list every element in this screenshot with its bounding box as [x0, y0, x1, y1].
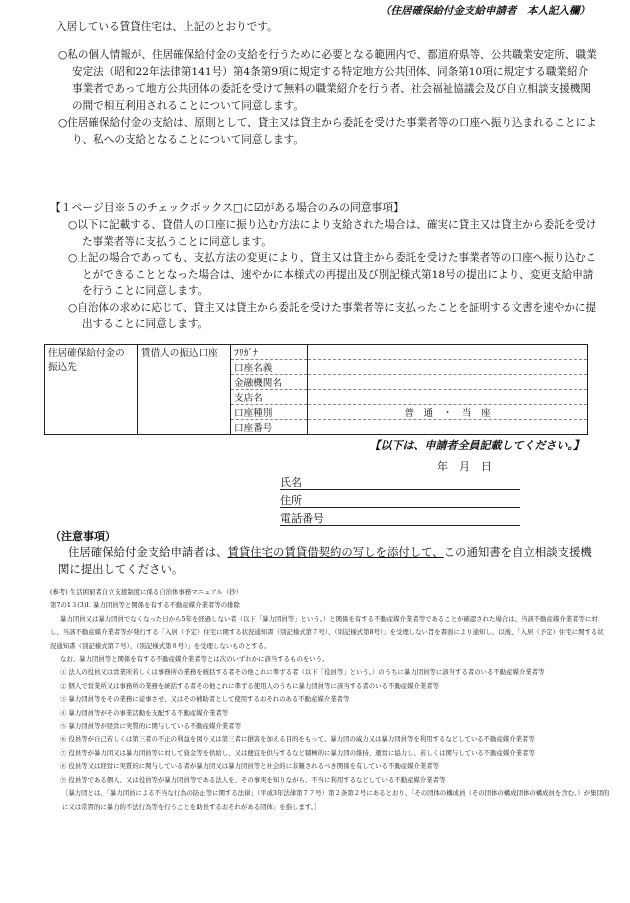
address-field[interactable] — [280, 492, 520, 508]
row-label-account-type: 口座種別 — [231, 405, 308, 420]
checkbox-consent-item: ○自治体の求めに応じて、貸主又は貸主から委託を受けた事業者等に支払ったことを証明する文書を速やかに提出することに同意します。 — [68, 301, 597, 330]
reference-item: ① 法人の役員又は営業所若しくは事務所の業務を統括する者その他これに準ずる者（以下「役員等」という。）のうちに暴力団員等に該当する者のいる不動産媒介業者等 — [60, 668, 545, 677]
checkbox-consent-item: ○以下に記載する、貸借人の口座に振り込む方法により支給された場合は、確実に貸主又は貸主から委託を受けた事業者等に支払うことに同意します。 — [68, 219, 597, 248]
caution-text: 住居確保給付金支給申請者は、賃貸住宅の賃貸借契約の写しを添付して、この通知書を自立相談支援機関に提出してください。 — [58, 545, 592, 576]
reference-footnote: ［暴力団とは、「暴力団員による不当な行為の防止等に関する法律」（平成3年法律第７７号）第２条第２号にあるとおり、「その団体の構成員（その団体の構成団体の構成員を含む。）が集団的に又は常習的に暴力的不法行為等を行うことを助長するおそれがある団体」を指します。］ — [62, 789, 610, 811]
reference-item: ⑥ 役員等が自己若しくは第三者の不正の利益を図り又は第三者に損害を加える目的をもって、暴力団の威力又は暴力団員等を利用するなどしている不動産媒介業者等 — [60, 735, 535, 744]
account-number-input[interactable] — [308, 420, 588, 435]
row-label-account-number: 口座番号 — [231, 420, 308, 435]
account-table — [44, 344, 588, 435]
name-field[interactable] — [280, 474, 520, 490]
reference-paragraph: 暴力団員又は暴力団員でなくなった日から5年を経過しない者（以下「暴力団員等」という。）と関係を有する不動産媒介業者等であることが確認された場合は、当該不動産媒介業者等に対し、当該不動産媒介業者等が発行する「入居（予定）住宅に関する状況通知書（別記様式第７号）、（別記様式第8号）」を受理しない旨を書面により通知し、以後、「入居（予定）住宅に関する状況通知書（別記様式第７号）、（別記様式第８号）」を受理しないものとする。 — [50, 614, 604, 650]
address-label: 住所 — [280, 494, 302, 507]
reference-item: ④ 暴力団員等がその事業活動を支配する不動産媒介業者等 — [60, 708, 229, 717]
caution-underlined: 賃貸住宅の賃貸借契約の写しを添付して、 — [227, 545, 444, 559]
row-label-bank: 金融機関名 — [231, 375, 308, 390]
name-label: 氏名 — [280, 476, 302, 489]
reference-title: (参考) 生活困窮者自立支援制度に係る自治体事務マニュアル（抄） — [50, 588, 243, 596]
phone-field[interactable] — [280, 510, 520, 526]
account-name-input[interactable] — [308, 360, 588, 375]
intro-text: 入居している賃貸住宅は、上記のとおりです。 — [56, 21, 278, 33]
reference-section — [50, 586, 610, 814]
reference-item: ③ 暴力団員等をその業務に従事させ、又はその補助者として使用するおそれのある不動産媒介業者等 — [60, 695, 350, 704]
reference-item: ⑤ 暴力団員等が経営に実質的に関与している不動産媒介業者等 — [60, 722, 241, 731]
row-label-branch: 支店名 — [231, 390, 308, 405]
consent-item-personal-info: ○私の個人情報が、住居確保給付金の支給を行うために必要となる範囲内で、都道府県等、公共職業安定所、職業安定法（昭和22年法律第141号）第4条第9項に規定する特定地方公共団体、同条第10項に規定する職業紹介事業者であって地方公共団体の委託を受けて無料の職業紹介を行う者、社会福祉協議会及び自立相談支援機関の間で相互利用されることについて同意します。 — [58, 49, 597, 112]
consent-list — [58, 47, 598, 149]
consent-item-payment: ○住居確保給付金の支給は、原則として、貸主又は貸主から委託を受けた事業者等の口座へ振り込まれることにより、私への支給となることについて同意します。 — [58, 117, 597, 146]
reference-item: ② 個人で営業所又は事務所の業務を統括する者その他これに準ずる使用人のうちに暴力団員等に該当する者のいる不動産媒介業者等 — [60, 681, 440, 690]
phone-label: 電話番号 — [280, 512, 324, 525]
date-field[interactable]: 年 月 日 — [437, 460, 492, 473]
checkbox-consent-item: ○上記の場合であっても、支払方法の変更により、貸主又は貸主から委託を受けた事業者等の口座へ振り込むことができることとなった場合は、速やかに本様式の再提出及び別記様式第18号の提出により、変更支給申請を行うことに同意します。 — [68, 252, 597, 297]
reference-item: ⑨ 役員等である個人、又は役員等が暴力団員等である法人を、その事実を知りながら、不当に利用するなどしている不動産媒介業者等 — [60, 775, 446, 784]
account-type-choice[interactable]: 普 通 ・ 当 座 — [308, 405, 588, 420]
reference-paragraph: なお、暴力団員等と関係を有する不動産媒介業者等とは次のいずれかに該当するものをいう。 — [60, 655, 329, 664]
account-col2: 賃借人の振込口座 — [138, 345, 231, 435]
reference-item: ⑦ 役員等が暴力団又は暴力団員等に対して資金等を供給し、又は便宜を供与するなど積極的に暴力団の維持、運営に協力し、若しくは関与している不動産媒介業者等 — [60, 748, 535, 757]
row-label-account-name: 口座名義 — [231, 360, 308, 375]
header-title: （住居確保給付金支給申請者 本人記入欄） — [380, 5, 590, 17]
furigana-input[interactable] — [308, 345, 588, 360]
row-label-furigana: ﾌﾘｶﾞﾅ — [231, 345, 308, 360]
checkbox-consent-list — [58, 217, 598, 333]
caution-heading: （注意事項） — [50, 530, 116, 543]
checkbox-section-heading: 【１ページ目※５のチェックボックス□に☑がある場合のみの同意事項】 — [50, 201, 404, 214]
applicant-note: 【以下は、申請者全員記載してください。】 — [369, 439, 584, 452]
branch-name-input[interactable] — [308, 390, 588, 405]
account-col1: 住居確保給付金の振込先 — [45, 345, 138, 435]
reference-section-title: 第7の1３(3)Ⅰ. 暴力団員等と関係を有する不動産媒介業者等の排除 — [50, 601, 240, 610]
bank-name-input[interactable] — [308, 375, 588, 390]
reference-item: ⑧ 役員等又は経営に実質的に関与している者が暴力団又は暴力団員等と社会的に非難されるべき関係を有している不動産媒介業者等 — [60, 762, 440, 771]
